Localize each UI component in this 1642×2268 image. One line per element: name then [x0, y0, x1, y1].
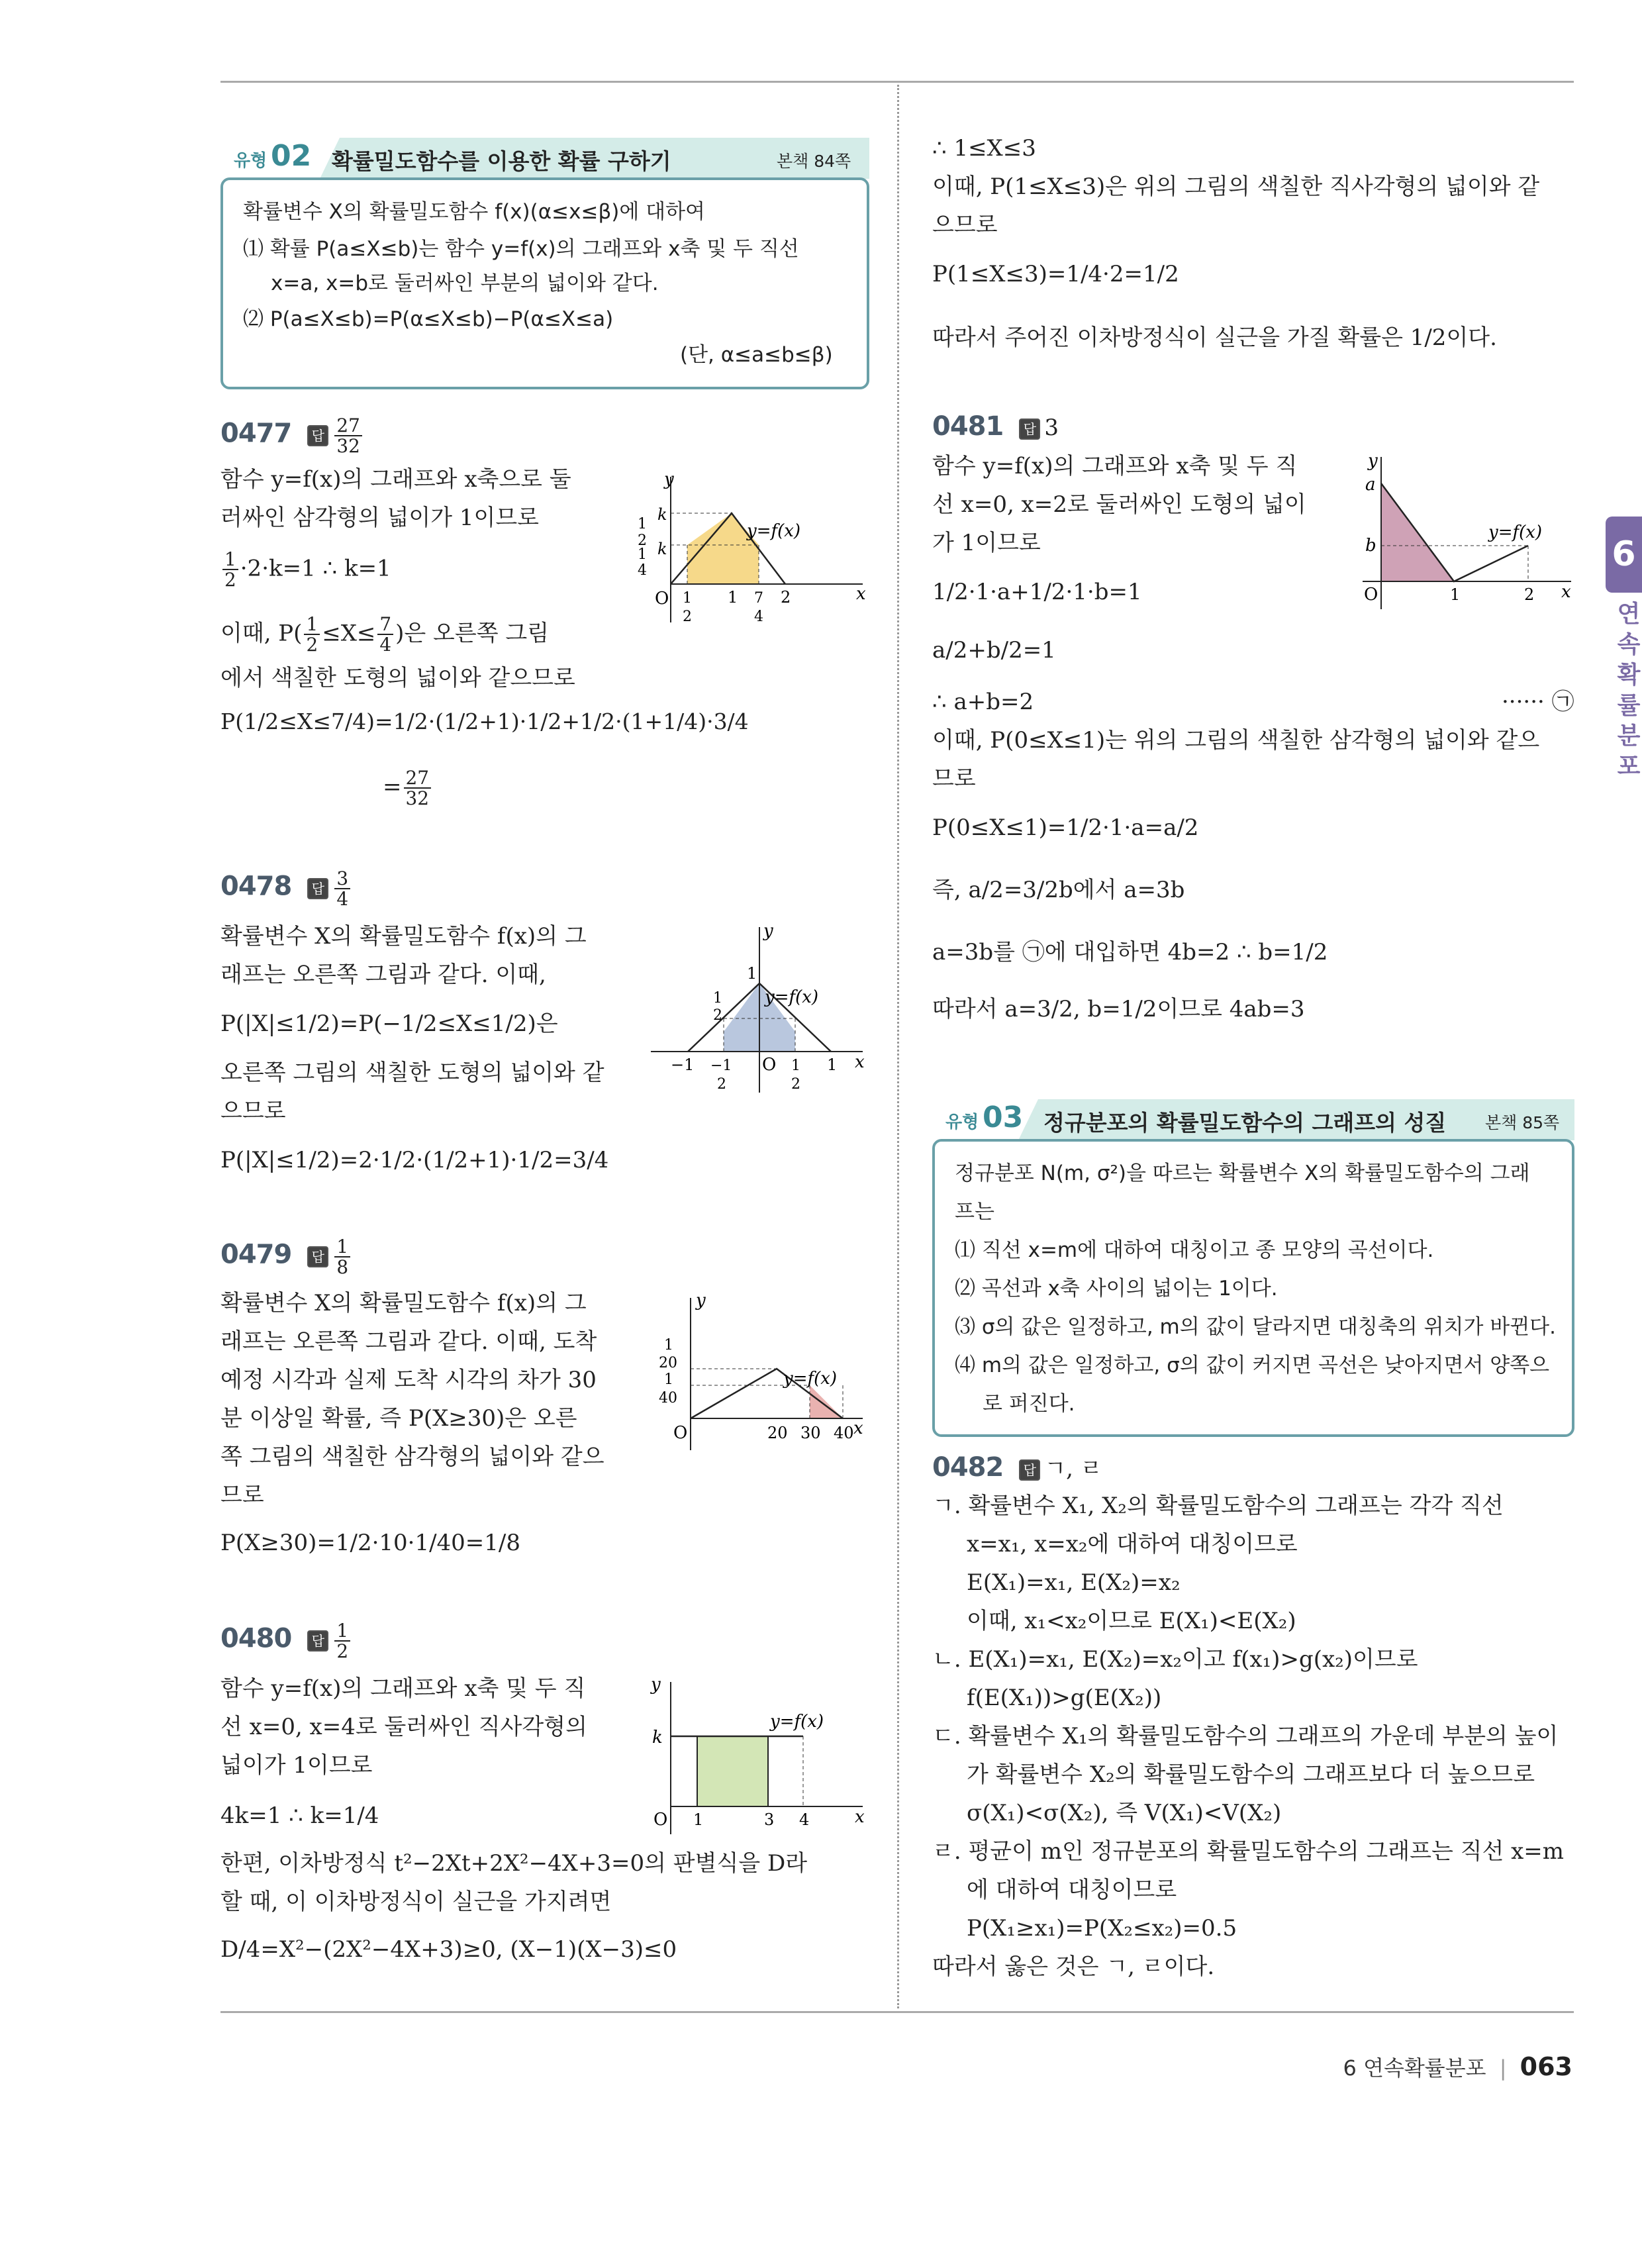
- q0477-graph: [618, 470, 869, 636]
- type03-header: [932, 1099, 1574, 1140]
- q0481-text10: 즉, a/2=3/2b에서 a=3b: [932, 877, 1185, 903]
- q0480-text2: 선 x=0, x=4로 둘러싸인 직사각형의: [220, 1714, 587, 1740]
- rt-line4: P(1≤X≤3)=1/4·2=1/2: [932, 261, 1179, 287]
- svg-text:O: O: [762, 1055, 777, 1075]
- svg-text:40: 40: [659, 1390, 677, 1406]
- q0481-text8: 므로: [932, 765, 976, 792]
- type02-title: 확률밀도함수를 이용한 확률 구하기: [332, 148, 671, 174]
- type03-tag: 유형: [945, 1112, 979, 1132]
- svg-text:1: 1: [693, 1810, 704, 1829]
- svg-text:1: 1: [827, 1056, 838, 1074]
- svg-text:y: y: [651, 1675, 661, 1695]
- q0481-text6b: ······ ㉠: [1502, 689, 1574, 715]
- top-rule: [220, 81, 1574, 83]
- q0482-text10: ㄹ. 평균이 m인 정규분포의 확률밀도함수의 그래프는 직선 x=m: [932, 1838, 1565, 1865]
- type02-ref: 본책 84쪽: [777, 152, 851, 171]
- svg-text:x: x: [856, 584, 866, 604]
- type03-line1: 정규분포 N(m, σ²)을 따르는 확률변수 X의 확률밀도함수의 그래: [955, 1161, 1530, 1185]
- q0479-text6: 므로: [220, 1482, 264, 1508]
- type03-line2: 프는: [955, 1200, 994, 1224]
- svg-text:x: x: [855, 1052, 865, 1072]
- page-number: 063: [1520, 2052, 1572, 2081]
- svg-text:4: 4: [799, 1810, 810, 1829]
- q0482-text12: P(X₁≥x₁)=P(X₂≤x₂)=0.5: [967, 1915, 1237, 1942]
- q0477-heading: [220, 416, 364, 456]
- q0482-text4: 이때, x₁<x₂이므로 E(X₁)<E(X₂): [967, 1608, 1296, 1634]
- q0480-heading: [220, 1621, 352, 1661]
- q0479-text2: 래프는 오른쪽 그림과 같다. 이때, 도착: [220, 1328, 597, 1355]
- type02-line5: (단, α≤a≤b≤β): [680, 343, 833, 367]
- footer-chapter: 6 연속확률분포: [1343, 2055, 1486, 2081]
- type02-line2: ⑴ 확률 P(a≤X≤b)는 함수 y=f(x)의 그래프와 x축 및 두 직선: [243, 237, 799, 261]
- q0480-text4: 4k=1 ∴ k=1/4: [220, 1802, 379, 1829]
- svg-text:y=f(x): y=f(x): [747, 521, 801, 541]
- svg-text:1: 1: [1450, 585, 1461, 604]
- q0482-answer: ㄱ, ㄹ: [1044, 1455, 1102, 1482]
- svg-text:1: 1: [728, 588, 738, 607]
- svg-text:1: 1: [638, 546, 647, 563]
- q0481-text2: 선 x=0, x=2로 둘러싸인 도형의 넓이: [932, 491, 1306, 518]
- q0481-text5: a/2+b/2=1: [932, 637, 1056, 664]
- q0481-text3: 가 1이므로: [932, 530, 1041, 556]
- q0479-graph: [644, 1291, 869, 1457]
- type03-line5: ⑶ σ의 값은 일정하고, m의 값이 달라지면 대칭축의 위치가 바뀐다.: [955, 1315, 1556, 1339]
- answer-icon: 답: [307, 1630, 328, 1652]
- q0480-shaded-region: [697, 1736, 768, 1806]
- q0481-heading: [932, 411, 1059, 444]
- q0479-number: 0479: [220, 1239, 292, 1270]
- svg-text:1: 1: [791, 1058, 800, 1074]
- q0477-answer: $\frac{27}{32}$: [334, 416, 362, 456]
- q0478-text3: P(|X|≤1/2)=P(−1/2≤X≤1/2)은: [220, 1011, 558, 1037]
- q0478-number: 0478: [220, 871, 292, 902]
- answer-icon: 답: [307, 1246, 328, 1267]
- svg-text:2: 2: [683, 609, 692, 625]
- svg-text:30: 30: [800, 1424, 821, 1442]
- svg-text:2: 2: [638, 532, 647, 549]
- svg-text:2: 2: [713, 1007, 722, 1024]
- q0480-text6: 할 때, 이 이차방정식이 실근을 가지려면: [220, 1889, 612, 1915]
- svg-text:4: 4: [754, 609, 763, 625]
- svg-text:40: 40: [834, 1424, 854, 1442]
- q0482-text7: ㄷ. 확률변수 X₁의 확률밀도함수의 그래프의 가운데 부분의 높이: [932, 1723, 1559, 1750]
- svg-text:−1: −1: [710, 1058, 732, 1074]
- q0481-text7: 이때, P(0≤X≤1)는 위의 그림의 색칠한 삼각형의 넓이와 같으: [932, 727, 1540, 754]
- type03-line3: ⑴ 직선 x=m에 대하여 대칭이고 종 모양의 곡선이다.: [955, 1238, 1434, 1262]
- svg-text:4: 4: [638, 562, 647, 579]
- q0482-text8: 가 확률변수 X₂의 확률밀도함수의 그래프보다 더 높으므로: [967, 1761, 1535, 1788]
- q0482-text11: 에 대하여 대칭이므로: [967, 1877, 1177, 1903]
- type02-box: [220, 177, 869, 389]
- q0482-text9: σ(X₁)<σ(X₂), 즉 V(X₁)<V(X₂): [967, 1800, 1282, 1826]
- page-footer: [1343, 2051, 1572, 2082]
- svg-text:7: 7: [754, 590, 763, 607]
- svg-text:k: k: [657, 505, 667, 524]
- svg-text:a: a: [1365, 475, 1376, 495]
- q0477-text2: 러싸인 삼각형의 넓이가 1이므로: [220, 505, 540, 531]
- q0482-text1: ㄱ. 확률변수 X₁, X₂의 확률밀도함수의 그래프는 각각 직선: [932, 1493, 1504, 1519]
- type03-num: 03: [983, 1101, 1024, 1134]
- answer-icon: 답: [307, 425, 328, 446]
- type02-line3: x=a, x=b로 둘러싸인 부분의 넓이와 같다.: [271, 271, 659, 295]
- q0479-text1: 확률변수 X의 확률밀도함수 f(x)의 그: [220, 1290, 587, 1316]
- rt-line2: 이때, P(1≤X≤3)은 위의 그림의 색칠한 직사각형의 넓이와 같: [932, 173, 1540, 200]
- svg-text:y: y: [763, 921, 773, 941]
- q0480-number: 0480: [220, 1623, 292, 1654]
- q0482-text3: E(X₁)=x₁, E(X₂)=x₂: [967, 1569, 1181, 1596]
- type02-header: [220, 138, 869, 179]
- q0480-text3: 넓이가 1이므로: [220, 1752, 373, 1779]
- q0481-text9: P(0≤X≤1)=1/2·1·a=a/2: [932, 814, 1199, 841]
- svg-text:2: 2: [1524, 585, 1535, 604]
- q0479-text7: P(X≥30)=1/2·10·1/40=1/8: [220, 1530, 521, 1556]
- rt-line5: 따라서 주어진 이차방정식이 실근을 가질 확률은 1/2이다.: [932, 324, 1497, 351]
- svg-text:O: O: [673, 1423, 688, 1443]
- q0482-number: 0482: [932, 1452, 1004, 1483]
- q0481-graph: [1356, 450, 1574, 616]
- svg-text:20: 20: [659, 1355, 677, 1371]
- svg-text:k: k: [657, 540, 667, 558]
- column-divider: [897, 85, 899, 2008]
- type03-line7: 로 퍼진다.: [983, 1392, 1075, 1416]
- svg-text:y=f(x): y=f(x): [770, 1712, 824, 1732]
- rt-line3: 으므로: [932, 212, 998, 238]
- svg-text:1: 1: [638, 516, 647, 532]
- q0481-text6: ∴ a+b=2: [932, 689, 1034, 715]
- svg-text:20: 20: [767, 1424, 788, 1442]
- answer-icon: 답: [307, 878, 328, 899]
- q0481-text4: 1/2·1·a+1/2·1·b=1: [932, 579, 1142, 605]
- q0481-text11: a=3b를 ㉠에 대입하면 4b=2 ∴ b=1/2: [932, 939, 1328, 965]
- footer-sep: |: [1499, 2055, 1507, 2081]
- q0477-text5: 에서 색칠한 도형의 넓이와 같으므로: [220, 665, 575, 691]
- type03-line4: ⑵ 곡선과 x축 사이의 넓이는 1이다.: [955, 1277, 1278, 1301]
- q0481-answer: 3: [1044, 415, 1059, 441]
- q0477-text1: 함수 y=f(x)의 그래프와 x축으로 둘: [220, 466, 571, 493]
- svg-text:O: O: [655, 589, 669, 609]
- q0481-number: 0481: [932, 411, 1004, 442]
- q0479-shaded-region: [810, 1385, 843, 1418]
- q0478-answer: $\frac{3}{4}$: [334, 869, 350, 909]
- svg-text:3: 3: [764, 1810, 775, 1829]
- q0477-text7: = $\frac{27}{32}$: [383, 768, 433, 809]
- q0480-text5: 한편, 이차방정식 t²−2Xt+2X²−4X+3=0의 판별식을 D라: [220, 1850, 808, 1877]
- svg-text:x: x: [1561, 582, 1571, 602]
- q0477-number: 0477: [220, 418, 292, 449]
- svg-text:x: x: [855, 1807, 865, 1827]
- type03-title: 정규분포의 확률밀도함수의 그래프의 성질: [1043, 1110, 1447, 1136]
- q0481-text12: 따라서 a=3/2, b=1/2이므로 4ab=3: [932, 996, 1305, 1022]
- q0478-text5: 으므로: [220, 1098, 286, 1124]
- q0477-text3: $\frac{1}{2}$ ·2·k=1 ∴ k=1: [220, 550, 391, 590]
- type02-num: 02: [271, 139, 312, 173]
- svg-text:−1: −1: [671, 1056, 695, 1074]
- q0481-text1: 함수 y=f(x)의 그래프와 x축 및 두 직: [932, 453, 1298, 479]
- q0478-text4: 오른쪽 그림의 색칠한 도형의 넓이와 같: [220, 1060, 604, 1086]
- q0479-heading: [220, 1237, 352, 1277]
- type03-box: [932, 1139, 1574, 1437]
- svg-text:y: y: [696, 1291, 706, 1310]
- q0479-text3: 예정 시각과 실제 도착 시각의 차가 30: [220, 1367, 597, 1393]
- q0482-text2: x=x₁, x=x₂에 대하여 대칭이므로: [967, 1531, 1298, 1557]
- svg-text:2: 2: [717, 1076, 726, 1093]
- q0482-text13: 따라서 옳은 것은 ㄱ, ㄹ이다.: [932, 1953, 1215, 1980]
- svg-text:2: 2: [781, 588, 791, 607]
- type02-tag: 유형: [234, 151, 267, 171]
- q0478-text6: P(|X|≤1/2)=2·1/2·(1/2+1)·1/2=3/4: [220, 1147, 609, 1173]
- q0479-text4: 분 이상일 확률, 즉 P(X≥30)은 오른: [220, 1405, 577, 1432]
- svg-text:b: b: [1365, 536, 1376, 556]
- q0482-heading: [932, 1452, 1102, 1485]
- q0479-answer: $\frac{1}{8}$: [334, 1237, 350, 1277]
- svg-text:x: x: [853, 1418, 863, 1438]
- q0480-text1: 함수 y=f(x)의 그래프와 x축 및 두 직: [220, 1675, 586, 1702]
- answer-icon: 답: [1019, 419, 1040, 440]
- svg-text:1: 1: [713, 990, 722, 1007]
- q0478-text2: 래프는 오른쪽 그림과 같다. 이때,: [220, 961, 546, 988]
- q0480-answer: $\frac{1}{2}$: [334, 1621, 350, 1661]
- q0478-graph: [644, 920, 869, 1099]
- q0477-text4: 이때, P( $\frac{1}{2}$ ≤X≤ $\frac{7}{4}$ )은 오른쪽 그림: [220, 613, 550, 656]
- svg-text:y=f(x): y=f(x): [783, 1369, 838, 1389]
- q0480-text7: D/4=X²−(2X²−4X+3)≥0, (X−1)(X−3)≤0: [220, 1936, 677, 1963]
- svg-text:y: y: [664, 470, 674, 489]
- chapter-tab: 6: [1606, 517, 1642, 593]
- q0480-graph: [644, 1675, 869, 1841]
- svg-text:1: 1: [664, 1371, 673, 1388]
- type03-ref: 본책 85쪽: [1485, 1113, 1560, 1132]
- q0482-text6: f(E(X₁))>g(E(X₂)): [967, 1685, 1162, 1711]
- q0477-text6: P(1/2≤X≤7/4)=1/2·(1/2+1)·1/2+1/2·(1+1/4)·3/4: [220, 709, 749, 734]
- type02-line4: ⑵ P(a≤X≤b)=P(α≤X≤b)−P(α≤X≤a): [243, 307, 614, 331]
- svg-text:1: 1: [747, 964, 757, 983]
- svg-text:1: 1: [683, 590, 692, 607]
- svg-text:y=f(x): y=f(x): [1488, 522, 1543, 542]
- svg-text:k: k: [652, 1728, 663, 1748]
- svg-text:O: O: [1364, 585, 1378, 605]
- svg-text:y=f(x): y=f(x): [765, 987, 819, 1007]
- type03-line6: ⑷ m의 값은 일정하고, σ의 값이 커지면 곡선은 낮아지면서 양쪽으: [955, 1354, 1550, 1377]
- svg-text:1: 1: [664, 1337, 673, 1354]
- svg-text:O: O: [653, 1810, 668, 1830]
- q0478-text1: 확률변수 X의 확률밀도함수 f(x)의 그: [220, 923, 587, 950]
- rt-line1: ∴ 1≤X≤3: [932, 135, 1036, 162]
- q0482-text5: ㄴ. E(X₁)=x₁, E(X₂)=x₂이고 f(x₁)>g(x₂)이므로: [932, 1646, 1418, 1673]
- answer-icon: 답: [1019, 1459, 1040, 1481]
- svg-text:2: 2: [791, 1076, 800, 1093]
- type02-line1: 확률변수 X의 확률밀도함수 f(x)(α≤x≤β)에 대하여: [243, 200, 705, 224]
- bottom-rule: [220, 2011, 1574, 2013]
- chapter-label: 연속확률분포: [1617, 601, 1641, 780]
- q0478-heading: [220, 869, 352, 909]
- q0479-text5: 쪽 그림의 색칠한 삼각형의 넓이와 같으: [220, 1444, 604, 1470]
- svg-text:y: y: [1368, 451, 1378, 471]
